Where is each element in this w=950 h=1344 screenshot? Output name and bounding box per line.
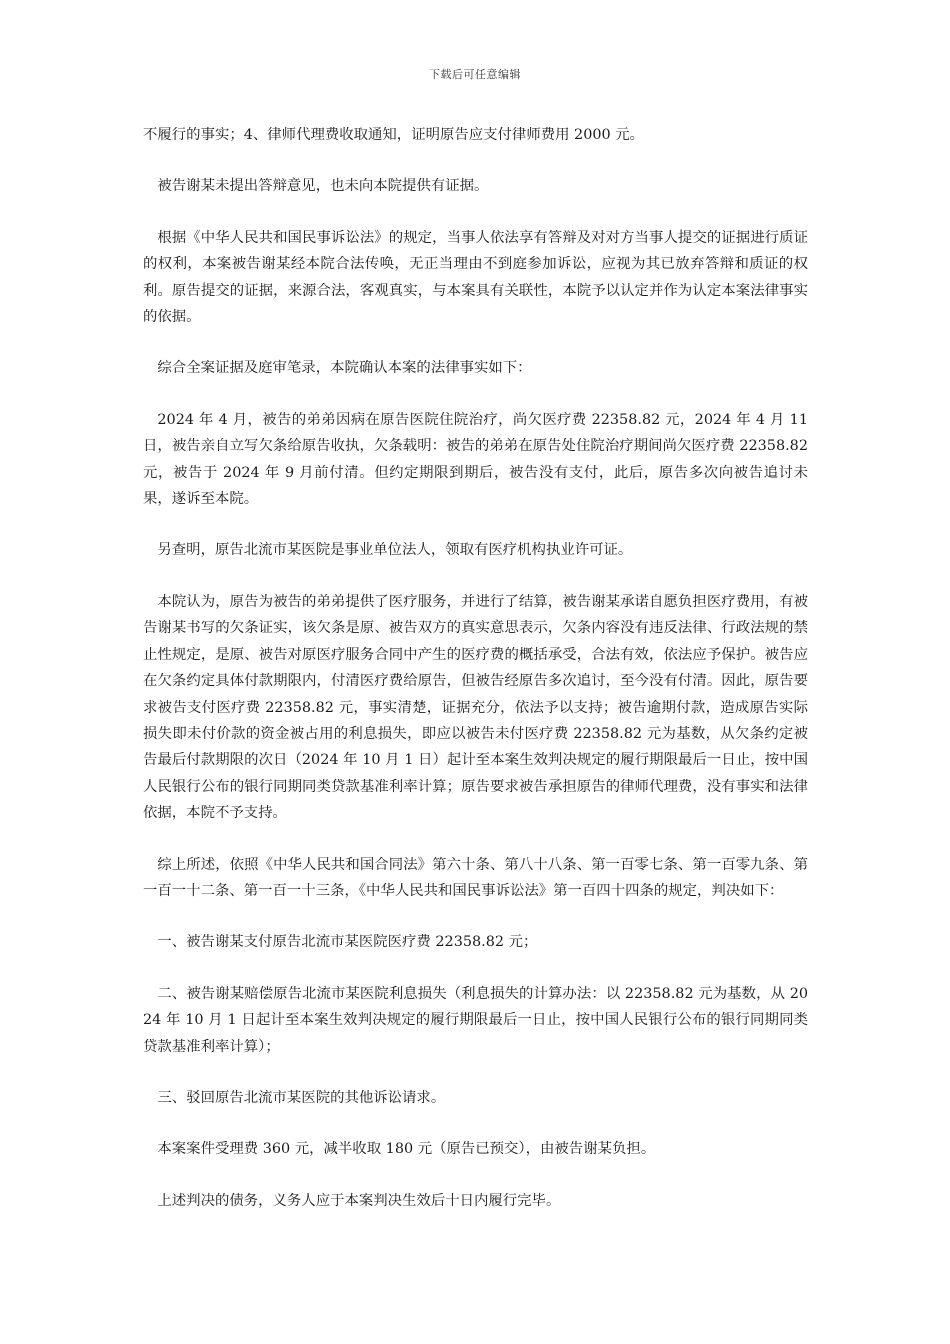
paragraph-facts-intro: 综合全案证据及庭审笔录，本院确认本案的法律事实如下： [157,360,532,377]
paragraph-court-fees: 本案案件受理费 360 元，减半收取 180 元（原告已预交），由被告谢某负担。 [157,1141,656,1158]
paragraph-facts: 2024 年 4 月，被告的弟弟因病在原告医院住院治疗，尚欠医疗费 22358.82 元，2024 年 4 月 11 日，被告亲自立写欠条给原告收执，欠条载明：被告的弟弟在原告处住院治疗期间尚欠医疗费 22358.82 元，被告于 2024 年 9 月前付清。但约定期限到期后，被告没有支付，此后，原告多次向被告追讨未果，遂诉至本院。 [143,411,808,508]
paragraph-judgment-item-2: 二、被告谢某赔偿原告北流市某医院利息损失（利息损失的计算办法：以 22358.82 元为基数，从 2024 年 10 月 1 日起计至本案生效判决规定的履行期限最后一日止，按中国人民银行公布的银行同期同类贷款基准利率计算）； [143,985,808,1055]
paragraph-court-opinion: 本院认为，原告为被告的弟弟提供了医疗服务，并进行了结算，被告谢某承诺自愿负担医疗费用，有被告谢某书写的欠条证实，该欠条是原、被告双方的真实意思表示，欠条内容没有违反法律、行政法规的禁止性规定，是原、被告对原医疗服务合同中产生的医疗费的概括承受，合法有效，依法应予保护。被告应在欠条约定具体付款期限内，付清医疗费给原告，但被告经原告多次追讨，至今没有付清。因此，原告要求被告支付医疗费 22358.82 元，事实清楚，证据充分，依法予以支持；被告逾期付款，造成原告实际损失即未付价款的资金被占用的利息损失，即应以被告未付医疗费 22358.82 元为基数，从欠条约定被告最后付款期限的次日（2024 年 10 月 1 日）起计至本案生效判决规定的履行期限最后一日止，按中国人民银行公布的银行同期同类贷款基准利率计算；原告要求被告承担原告的律师代理费，没有事实和法律依据，本院不予支持。 [143,593,808,822]
page-header-note: 下载后可任意编辑 [429,68,521,81]
paragraph-performance-deadline: 上述判决的债务，义务人应于本案判决生效后十日内履行完毕。 [157,1192,561,1209]
paragraph-further-findings: 另查明，原告北流市某医院是事业单位法人，领取有医疗机构执业许可证。 [157,542,633,559]
paragraph-judgment-item-1: 一、被告谢某支付原告北流市某医院医疗费 22358.82 元； [157,934,538,951]
paragraph-evidence-determination: 根据《中华人民共和国民事诉讼法》的规定，当事人依法享有答辩及对对方当事人提交的证据进行质证的权利，本案被告谢某经本院合法传唤，无正当理由不到庭参加诉讼，应视为其已放弃答辩和质证的权利。原告提交的证据，来源合法，客观真实，与本案具有关联性，本院予以认定并作为认定本案法律事实的依据。 [143,229,808,326]
paragraph-defendant-no-defense: 被告谢某未提出答辩意见，也未向本院提供有证据。 [157,178,489,195]
document-body [143,122,808,1239]
paragraph-judgment-item-3: 三、驳回原告北流市某医院的其他诉讼请求。 [157,1089,446,1106]
paragraph-legal-basis: 综上所述，依照《中华人民共和国合同法》第六十条、第八十八条、第一百零七条、第一百零九条、第一百一十二条、第一百一十三条，《中华人民共和国民事诉讼法》第一百四十四条的规定，判决如下： [143,856,808,899]
paragraph-evidence-continued: 不履行的事实；4、律师代理费收取通知，证明原告应支付律师费用 2000 元。 [143,127,645,143]
